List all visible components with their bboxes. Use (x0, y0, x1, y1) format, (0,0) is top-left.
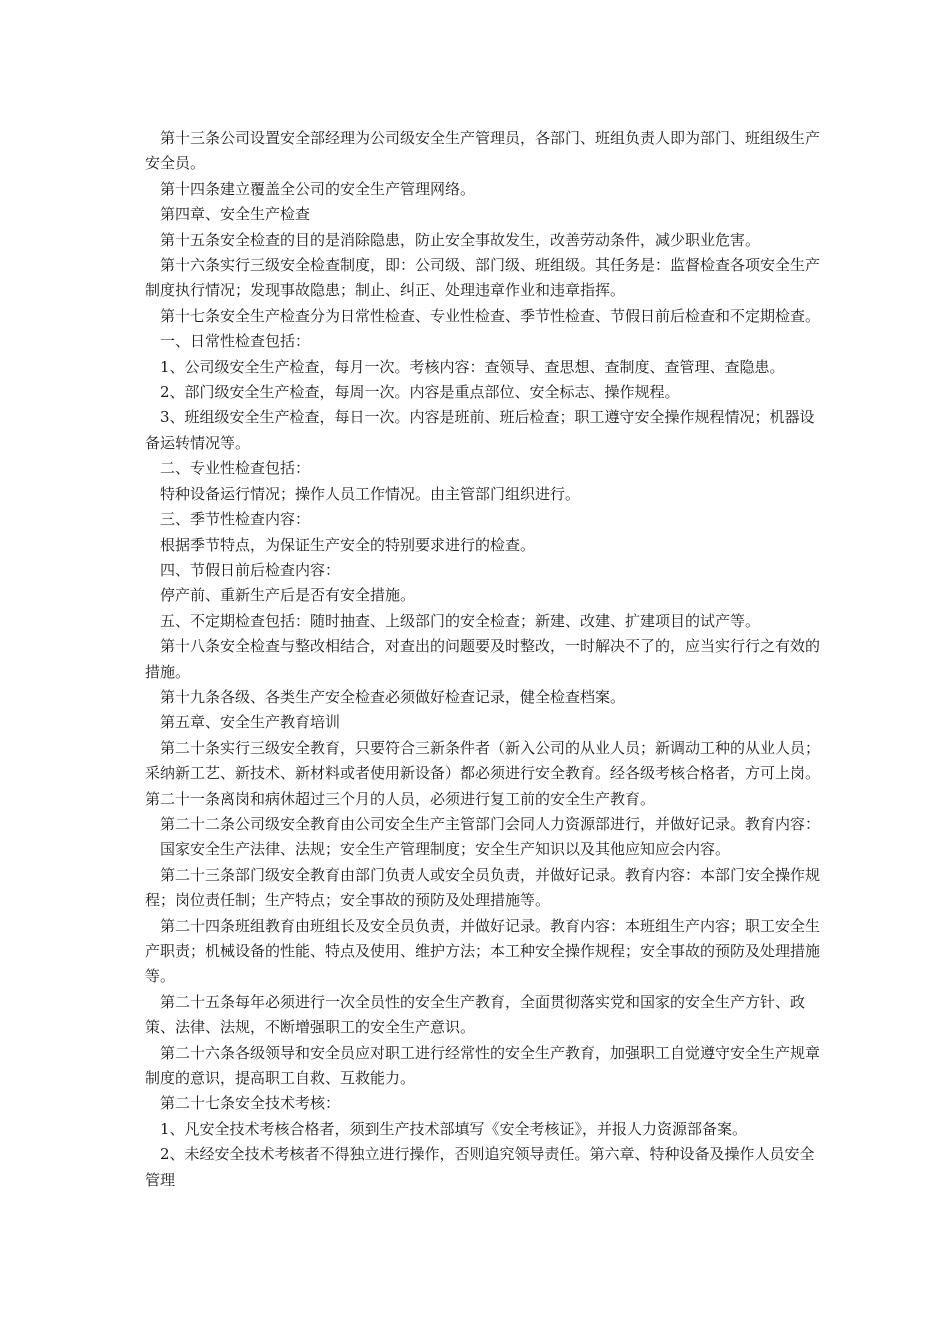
list-item-company-inspection: 1、公司级安全生产检查，每月一次。考核内容：查领导、查思想、查制度、查管理、查隐患。 (160, 357, 785, 376)
section-irregular-inspection: 五、不定期检查包括：随时抽查、上级部门的安全检查；新建、改建、扩建项目的试产等。 (160, 611, 761, 630)
paragraph-article-25: 第二十五条每年必须进行一次全员性的安全生产教育，全面贯彻落实党和国家的安全生产方针、政策、法律、法规，不断增强职工的安全生产意识。 (145, 992, 806, 1037)
paragraph-seasonal-inspection: 根据季节特点，为保证生产安全的特别要求进行的检查。 (160, 535, 536, 554)
paragraph-article-22: 第二十二条公司级安全教育由公司安全生产主管部门会同人力资源部进行，并做好记录。教育内容： (160, 814, 821, 833)
paragraph-article-14: 第十四条建立覆盖全公司的安全生产管理网络。 (160, 179, 476, 198)
section-professional-inspection: 二、专业性检查包括： (160, 459, 311, 478)
document-body (145, 126, 820, 1193)
chapter-4-heading: 第四章、安全生产检查 (160, 205, 311, 224)
section-daily-inspection: 一、日常性检查包括： (160, 332, 311, 351)
section-holiday-inspection: 四、节假日前后检查内容： (160, 560, 341, 579)
paragraph-article-18: 第十八条安全检查与整改相结合，对查出的问题要及时整改，一时解决不了的，应当实行行之有效的措施。 (145, 637, 821, 681)
list-item-team-inspection: 3、班组级安全生产检查，每日一次。内容是班前、班后检查；职工遵守安全操作规程情况；机器设备运转情况等。 (145, 408, 815, 452)
paragraph-article-24: 第二十四条班组教育由班组长及安全员负责，并做好记录。教育内容：本班组生产内容；职工安全生产职责；机械设备的性能、特点及使用、维护方法；本工种安全操作规程；安全事故的预防及处理措施等。 (145, 916, 821, 986)
paragraph-professional-inspection: 特种设备运行情况；操作人员工作情况。由主管部门组织进行。 (160, 484, 581, 503)
list-item-exam-passed: 1、凡安全技术考核合格者，须到生产技术部填写《安全考核证》，并报人力资源部备案。 (160, 1119, 748, 1138)
paragraph-article-19: 第十九条各级、各类生产安全检查必须做好检查记录，健全检查档案。 (160, 687, 626, 706)
paragraph-article-26: 第二十六条各级领导和安全员应对职工进行经常性的安全生产教育，加强职工自觉遵守安全生产规章制度的意识，提高职工自救、互救能力。 (145, 1043, 821, 1088)
paragraph-holiday-inspection: 停产前、重新生产后是否有安全措施。 (160, 586, 416, 605)
paragraph-education-content: 国家安全生产法律、法规；安全生产管理制度；安全生产知识以及其他应知应会内容。 (160, 840, 731, 859)
paragraph-article-20: 第二十条实行三级安全教育，只要符合三新条件者（新入公司的从业人员；新调动工种的从业人员；采纳新工艺、新技术、新材料或者使用新设备）都必须进行安全教育。经各级考核合格者，方可上岗。第二十一条离岗和病休超过三个月的人员，必须进行复工前的安全生产教育。 (145, 738, 821, 808)
paragraph-article-23: 第二十三条部门级安全教育由部门负责人或安全员负责，并做好记录。教育内容：本部门安全操作规程；岗位责任制；生产特点；安全事故的预防及处理措施等。 (145, 865, 821, 910)
list-item-department-inspection: 2、部门级安全生产检查，每周一次。内容是重点部位、安全标志、操作规程。 (160, 383, 680, 402)
paragraph-article-15: 第十五条安全检查的目的是消除隐患，防止安全事故发生，改善劳动条件，减少职业危害。 (160, 230, 761, 249)
paragraph-article-16: 第十六条实行三级安全检查制度，即：公司级、部门级、班组级。其任务是：监督检查各项安全生产制度执行情况；发现事故隐患；制止、纠正、处理违章作业和违章指挥。 (145, 256, 821, 300)
section-seasonal-inspection: 三、季节性检查内容： (160, 510, 311, 529)
chapter-5-heading: 第五章、安全生产教育培训 (160, 713, 341, 732)
paragraph-article-17: 第十七条安全生产检查分为日常性检查、专业性检查、季节性检查、节假日前后检查和不定期检查。 (160, 306, 821, 325)
paragraph-article-27: 第二十七条安全技术考核： (160, 1094, 341, 1113)
paragraph-article-13: 第十三条公司设置安全部经理为公司级安全生产管理员，各部门、班组负责人即为部门、班组级生产安全员。 (145, 129, 821, 173)
list-item-exam-not-passed: 2、未经安全技术考核者不得独立进行操作，否则追究领导责任。第六章、特种设备及操作人员安全管理 (145, 1145, 815, 1189)
